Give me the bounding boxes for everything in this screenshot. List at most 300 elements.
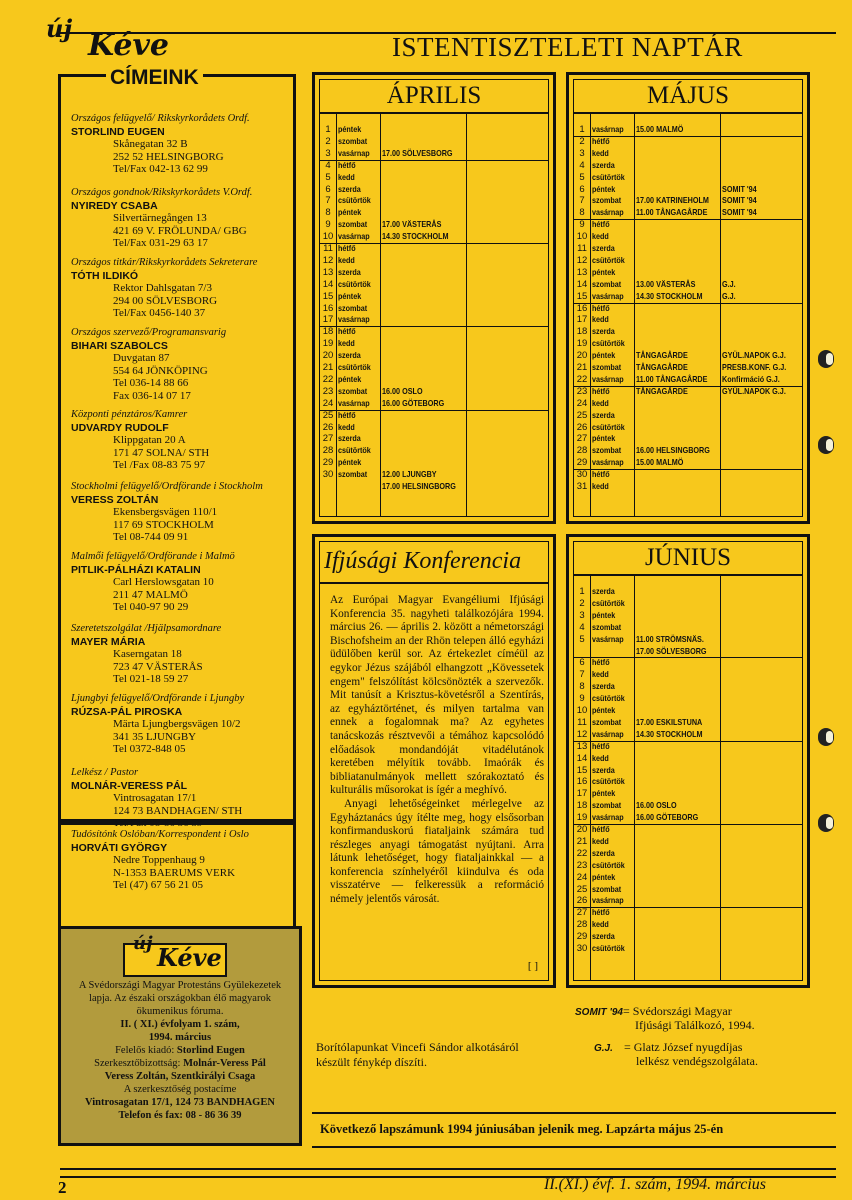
weekday: csütörtök	[592, 422, 625, 432]
day-number: 2	[579, 597, 585, 609]
day-number: 22	[576, 373, 588, 385]
calendar-row	[320, 326, 548, 337]
weekday: péntek	[592, 789, 616, 799]
day-number: 11	[577, 243, 587, 254]
event: TÅNGAGÅRDE	[636, 385, 688, 396]
calendar-row	[574, 148, 802, 159]
weekday: szombat	[338, 303, 368, 313]
weekday: péntek	[592, 872, 616, 882]
day-number: 6	[579, 657, 585, 669]
calendar-row	[320, 445, 548, 456]
event: 11.00 STRÖMSNÄS.	[636, 633, 704, 644]
calendar-row	[574, 622, 802, 633]
calendar-row	[320, 338, 548, 349]
weekday: vasárnap	[592, 208, 624, 218]
entry-role: Szeretetszolgálat /Hjälpsamordnare	[71, 623, 222, 634]
postal-label: A szerkesztőség postacíme	[123, 1084, 237, 1095]
conference-paragraph: Az Európai Magyar Evangéliumi Ifjúsági Konferencia 35. nagyheti találkozójára 1994. március 26. — április 2. között a németországi Bischofsheim an der Rhön telepen álló egyházi üdülőben kerül sor. Az értekezlet címéül az egykor Jézus szájából elhangzott „Kövessetek engem" felszólítást kölcsönözték a szervezők. Mit tanúsít a Krisztus-követésről a Szentírás, az egyháztörténet, és milyen tartalma van ennek a fogalomnak ma? Az egyhetes tanácskozás résztvevői a témához kapcsolódó előadások mondandóját vitadélutánok keretében mélyítik tovább. Imaórák és bibliatanulmányok mellett szórakoztató és kulturális műsorokat is ígér a meghívó.	[330, 594, 544, 797]
logo-keve: Kéve	[88, 28, 170, 63]
entry-line: 723 47 VÄSTERÅS	[113, 660, 203, 673]
event: TÅNGAGÅRDE	[636, 350, 688, 361]
weekday: péntek	[592, 706, 616, 715]
legend-somit	[575, 1004, 755, 1032]
calendar-row	[574, 717, 802, 728]
entry-line: Ekensbergsvägen 110/1	[113, 506, 218, 518]
day-number: 9	[325, 219, 331, 231]
weekday: kedd	[338, 339, 355, 349]
conference-paragraph: Anyagi lehetőségeinket mérlegelve az Egyháztanács úgy ítélte meg, hogy elsősorban konfirmanduskorú fiataljaink számára tud részleges anyagi támogatást nyújtani. Arra látunk lehetőséget, hogy fiataljainkkal — a konferencia színhelyéről kiindulva és oda visszatérve — felkeressük a reformáció némely jelentős városát.	[330, 797, 544, 906]
calendar-title: ÁPRILIS	[320, 80, 548, 114]
weekday: hétfő	[592, 908, 610, 918]
entry-line: Tel/Fax 08-86 36 39	[113, 817, 203, 829]
remark: Konfirmáció G.J.	[722, 373, 780, 384]
day-number: 25	[322, 409, 334, 421]
weekday: szerda	[338, 267, 361, 277]
entry-line: Tel 08-744 09 91	[113, 531, 189, 543]
day-number: 30	[576, 469, 588, 481]
address-entry	[71, 693, 297, 756]
address-entry	[71, 551, 297, 614]
calendar-row	[574, 362, 802, 373]
weekday: péntek	[592, 434, 616, 444]
phone: Telefon és fax: 08 - 86 36 39	[118, 1110, 242, 1121]
day-number: 12	[322, 254, 334, 266]
weekday: hétfő	[592, 220, 610, 230]
imprint-committee-row	[63, 1057, 297, 1070]
binder-hole	[818, 814, 834, 832]
day-number: 21	[576, 362, 588, 373]
event: 15.00 MALMÖ	[636, 124, 684, 134]
entry-name: BIHARI SZABOLCS	[71, 339, 168, 352]
weekday: csütörtök	[338, 363, 371, 372]
day-number: 18	[322, 326, 334, 338]
weekday: hétfő	[592, 741, 610, 751]
calendar-row	[320, 362, 548, 373]
legend-text: = Glatz József nyugdíjas	[624, 1040, 743, 1054]
calendar-row	[574, 657, 802, 668]
calendar-row	[574, 124, 802, 135]
day-number: 2	[579, 135, 585, 147]
weekday: hétfő	[338, 327, 356, 337]
calendar-row	[320, 410, 548, 421]
day-number: 1	[325, 124, 331, 135]
day-number: 18	[576, 800, 588, 812]
calendar-row	[574, 172, 802, 183]
address-entry	[71, 481, 297, 544]
day-number: 25	[576, 883, 588, 895]
postal-address: Vintrosagatan 17/1, 124 73 BANDHAGEN	[85, 1097, 275, 1108]
weekday: vasárnap	[592, 729, 624, 739]
day-number: 10	[576, 231, 588, 243]
entry-line: 124 73 BANDHAGEN/ STH	[113, 804, 243, 817]
day-number: 17	[322, 314, 334, 326]
calendar-grid	[320, 114, 548, 516]
publisher: Storlind Eugen	[176, 1045, 245, 1056]
day-number: 6	[579, 183, 585, 195]
binder-hole	[818, 436, 834, 454]
calendar-row	[574, 895, 802, 906]
committee-label: Szerkesztőbizottság:	[94, 1058, 181, 1069]
binder-hole	[818, 350, 834, 368]
day-number: 22	[576, 847, 588, 859]
entry-line: 252 52 HELSINGBORG	[113, 150, 224, 163]
weekday: vasárnap	[592, 374, 624, 384]
calendar-row	[574, 279, 802, 290]
issue-info: II.(XI.) évf. 1. szám, 1994. március	[544, 1176, 767, 1193]
day-number: 4	[579, 621, 585, 633]
imprint-volume: II. ( XI.) évfolyam 1. szám,	[120, 1019, 240, 1030]
calendar-row	[574, 350, 802, 361]
day-number: 24	[576, 871, 588, 883]
remark: SOMIT '94	[722, 195, 757, 206]
conference-text	[330, 594, 544, 907]
day-number: 5	[325, 171, 331, 183]
calendar-row	[574, 634, 802, 645]
remark: G.J.	[722, 278, 736, 289]
calendar-row	[574, 729, 802, 740]
imprint-logo-keve: Kéve	[157, 943, 222, 972]
entry-name: NYIREDY CSABA	[71, 199, 158, 212]
event: 11.00 TÅNGAGÅRDE	[636, 373, 708, 384]
entry-line: Tel/Fax 042-13 62 99	[113, 163, 208, 175]
entry-line: 341 35 LJUNGBY	[113, 730, 197, 743]
day-number: 9	[579, 219, 585, 231]
day-number: 30	[322, 469, 334, 481]
calendar-title: MÁJUS	[574, 80, 802, 114]
weekday: hétfő	[338, 160, 356, 170]
day-number: 1	[579, 586, 585, 597]
calendar-may	[566, 72, 810, 524]
weekday: kedd	[592, 315, 609, 325]
entry-name: TÓTH ILDIKÓ	[71, 269, 139, 282]
entry-line: Skånegatan 32 B	[113, 138, 188, 150]
calendar-row	[574, 267, 802, 278]
event: 13.00 VÄSTERÅS	[636, 278, 696, 289]
entry-name: RÚZSA-PÁL PIROSKA	[71, 705, 183, 718]
day-number: 10	[322, 231, 334, 243]
day-number: 19	[576, 338, 588, 350]
event: 17.00 SÖLVESBORG	[636, 645, 707, 656]
remark: G.J.	[722, 290, 736, 301]
day-number: 26	[576, 895, 588, 907]
calendar-row	[320, 207, 548, 218]
day-number: 8	[579, 207, 585, 219]
calendar-row	[574, 907, 802, 918]
page-number: 2	[58, 1178, 67, 1197]
binder-hole	[818, 728, 834, 746]
day-number: 15	[322, 290, 334, 302]
weekday: szombat	[338, 136, 368, 146]
weekday: szerda	[338, 434, 361, 444]
day-number: 2	[325, 135, 331, 147]
weekday: kedd	[592, 232, 609, 242]
remark: SOMIT '94	[722, 207, 757, 218]
weekday: péntek	[592, 351, 616, 361]
legend-gj	[594, 1040, 758, 1068]
entry-role: Országos gondnok/Rikskyrkorådets V.Ordf.	[71, 187, 253, 198]
event: 16.00 OSLO	[636, 800, 677, 811]
oslo-correspondent-box	[58, 822, 296, 929]
day-number: 31	[576, 481, 588, 492]
weekday: hétfő	[592, 658, 610, 668]
calendar-row	[320, 279, 548, 290]
weekday: kedd	[592, 753, 609, 763]
event: 14.30 STOCKHOLM	[636, 290, 703, 301]
entry-line: Tel (47) 67 56 21 05	[113, 879, 203, 891]
day-number: 3	[579, 147, 585, 159]
day-number: 18	[576, 326, 588, 338]
calendar-row	[574, 433, 802, 444]
weekday: szombat	[592, 622, 622, 632]
day-number: 24	[576, 397, 588, 409]
calendar-row	[574, 398, 802, 409]
next-issue-box	[312, 1112, 836, 1148]
weekday: csütörtök	[592, 860, 625, 870]
calendar-row	[320, 148, 548, 159]
calendar-title: JÚNIUS	[574, 542, 802, 576]
oslo-entry	[71, 829, 297, 892]
addresses-box	[58, 74, 296, 829]
event: 17.00 VÄSTERÅS	[382, 219, 442, 230]
conference-title: Ifjúsági Konferencia	[324, 548, 522, 574]
calendar-row	[574, 195, 802, 206]
day-number: 8	[325, 207, 331, 219]
entry-line: Märta Ljungbergsvägen 10/2	[113, 718, 241, 730]
calendar-row	[574, 741, 802, 752]
calendar-row	[574, 705, 802, 716]
calendar-row	[574, 848, 802, 859]
committee2: Veress Zoltán, Szentkirályi Csaga	[104, 1071, 256, 1082]
event: 14.30 STOCKHOLM	[382, 231, 449, 242]
weekday: kedd	[592, 148, 609, 158]
weekday: csütörtök	[592, 255, 625, 265]
entry-name: MOLNÁR-VERESS PÁL	[71, 779, 188, 792]
entry-line: Nedre Toppenhaug 9	[113, 854, 205, 866]
weekday: csütörtök	[592, 172, 625, 182]
day-number: 28	[576, 919, 588, 931]
entry-line: 171 47 SOLNA/ STH	[113, 446, 210, 459]
entry-role: Országos szervező/Programansvarig	[71, 327, 227, 338]
day-number: 13	[576, 266, 588, 278]
weekday: szerda	[592, 587, 615, 596]
day-number: 3	[579, 609, 585, 621]
week-divider	[574, 219, 802, 220]
day-number: 19	[576, 812, 588, 824]
day-number: 30	[576, 943, 588, 954]
calendar-row	[320, 243, 548, 254]
day-number: 26	[576, 421, 588, 433]
entry-line: Tel 036-14 88 66	[113, 377, 189, 389]
weekday: szerda	[592, 682, 615, 692]
day-number: 14	[576, 278, 588, 290]
remark: SOMIT '94	[722, 183, 757, 194]
calendar-row	[574, 184, 802, 195]
entry-line: 554 64 JÖNKÖPING	[113, 364, 208, 377]
entry-line: Rektor Dahlsgatan 7/3	[113, 282, 212, 294]
weekday: szerda	[592, 327, 615, 337]
day-number: 27	[576, 907, 588, 919]
day-number: 28	[322, 445, 334, 457]
weekday: hétfő	[592, 136, 610, 146]
weekday: kedd	[338, 255, 355, 265]
entry-line: Tel 0372-848 05	[113, 743, 186, 755]
weekday: szerda	[592, 244, 615, 253]
day-number: 14	[322, 278, 334, 290]
weekday: hétfő	[592, 303, 610, 313]
imprint-logo-uj: új	[133, 933, 153, 954]
legend-key: G.J.	[594, 1043, 613, 1054]
weekday: hétfő	[592, 470, 610, 480]
calendar-row	[574, 943, 802, 954]
weekday: szombat	[338, 470, 368, 480]
calendar-row	[574, 669, 802, 680]
addresses-title: CÍMEINK	[106, 66, 203, 90]
calendar-row	[574, 646, 802, 657]
calendar-row	[574, 231, 802, 242]
entry-line: Tel/Fax 0456-140 37	[113, 307, 206, 319]
weekday: szerda	[592, 410, 615, 420]
week-divider	[574, 136, 802, 137]
weekday: vasárnap	[338, 232, 370, 242]
imprint-line: A Svédországi Magyar Protestáns Gyülekezetek	[78, 980, 282, 991]
calendar-row	[574, 136, 802, 147]
day-number: 19	[322, 338, 334, 350]
event: 14.30 STOCKHOLM	[636, 728, 703, 739]
calendar-row	[320, 172, 548, 183]
day-number: 5	[579, 633, 585, 645]
calendar-row	[320, 124, 548, 135]
entry-line: Tel 040-97 90 29	[113, 601, 189, 613]
calendar-row	[574, 824, 802, 835]
entry-line: 211 47 MALMÖ	[113, 588, 188, 601]
calendar-row	[574, 469, 802, 480]
entry-line: Tel/Fax 031-29 63 17	[113, 237, 208, 249]
weekday: vasárnap	[338, 398, 370, 408]
calendar-row	[574, 314, 802, 325]
weekday: péntek	[338, 374, 362, 384]
entry-role: Malmői felügyelő/Ordförande i Malmö	[71, 551, 235, 562]
calendar-row	[574, 836, 802, 847]
calendar-row	[574, 243, 802, 254]
calendar-row	[574, 872, 802, 883]
day-number: 21	[576, 835, 588, 847]
day-number: 29	[576, 931, 588, 943]
weekday: vasárnap	[592, 125, 624, 134]
entry-line: N-1353 BAERUMS VERK	[113, 866, 236, 879]
entry-role: Tudósítónk Oslóban/Korrespondent i Oslo	[71, 829, 249, 840]
entry-line: Silvertärnegången 13	[113, 212, 207, 224]
weekday: vasárnap	[592, 458, 624, 468]
weekday: vasárnap	[592, 634, 624, 644]
address-entry	[71, 409, 297, 472]
day-number: 23	[576, 385, 588, 397]
weekday: péntek	[338, 208, 362, 218]
calendar-row	[574, 303, 802, 314]
day-number: 15	[576, 290, 588, 302]
address-entry	[71, 187, 297, 250]
entry-name: STORLIND EUGEN	[71, 125, 165, 138]
event: 16.00 GÖTEBORG	[382, 397, 445, 408]
weekday: péntek	[592, 610, 616, 620]
event: 17.00 HELSINGBORG	[382, 481, 456, 491]
day-number: 7	[579, 195, 585, 207]
entry-name: MAYER MÁRIA	[71, 635, 146, 648]
day-number: 3	[325, 147, 331, 159]
calendar-row	[574, 693, 802, 704]
page-title: ISTENTISZTELETI NAPTÁR	[392, 32, 743, 62]
week-divider	[574, 741, 802, 742]
entry-name: PITLIK-PÁLHÁZI KATALIN	[71, 563, 201, 576]
address-entry	[71, 113, 297, 176]
day-number: 9	[579, 693, 585, 705]
day-number: 29	[322, 457, 334, 469]
conference-end-mark: [ ]	[527, 960, 538, 972]
day-number: 11	[577, 716, 587, 728]
entry-role: Országos titkár/Rikskyrkorådets Sekreterare	[71, 257, 258, 268]
calendar-row	[574, 410, 802, 421]
logo-uj: új	[46, 14, 73, 43]
weekday: kedd	[592, 398, 609, 408]
address-entry	[71, 257, 297, 320]
imprint-text	[63, 979, 297, 1122]
weekday: hétfő	[338, 410, 356, 420]
weekday: szombat	[338, 220, 368, 230]
legend-text: Ifjúsági Találkozó, 1994.	[635, 1018, 755, 1032]
weekday: kedd	[592, 670, 609, 680]
entry-line: Klippgatan 20 A	[113, 434, 186, 446]
weekday: hétfő	[592, 386, 610, 396]
day-number: 23	[322, 385, 334, 397]
calendar-row	[574, 860, 802, 871]
day-number: 24	[322, 397, 334, 409]
event: TÅNGAGÅRDE	[636, 362, 688, 372]
weekday: szerda	[338, 351, 361, 361]
calendar-row	[320, 219, 548, 230]
calendar-row	[574, 586, 802, 597]
imprint-line: lapja. Az északi országokban élő magyarok	[89, 993, 271, 1004]
day-number: 13	[322, 266, 334, 278]
calendar-row	[574, 219, 802, 230]
day-number: 20	[322, 350, 334, 362]
weekday: péntek	[338, 125, 362, 134]
calendar-row	[320, 136, 548, 147]
day-number: 29	[576, 457, 588, 469]
calendar-row	[574, 445, 802, 456]
address-entry	[71, 767, 297, 830]
weekday: szerda	[592, 160, 615, 170]
entry-line: 421 69 V. FRÖLUNDA/ GBG	[113, 224, 247, 237]
entry-role: Központi pénztáros/Kamrer	[71, 409, 188, 420]
weekday: szerda	[592, 848, 615, 858]
entry-line: Duvgatan 87	[113, 352, 170, 364]
address-entry	[71, 327, 297, 402]
calendar-row	[320, 291, 548, 302]
week-divider	[320, 160, 548, 161]
weekday: csütörtök	[592, 777, 625, 787]
weekday: szombat	[592, 279, 622, 289]
event: 12.00 LJUNGBY	[382, 469, 437, 480]
weekday: kedd	[338, 172, 355, 182]
calendar-row	[574, 765, 802, 776]
day-number: 7	[325, 195, 331, 207]
entry-role: Ljungbyi felügyelő/Ordförande i Ljungby	[71, 693, 245, 704]
calendar-row	[320, 481, 548, 492]
weekday: szerda	[592, 765, 615, 775]
event: 16.00 OSLO	[382, 385, 423, 396]
day-number: 4	[325, 159, 331, 171]
weekday: péntek	[592, 267, 616, 277]
entry-line: 117 69 STOCKHOLM	[113, 518, 214, 531]
